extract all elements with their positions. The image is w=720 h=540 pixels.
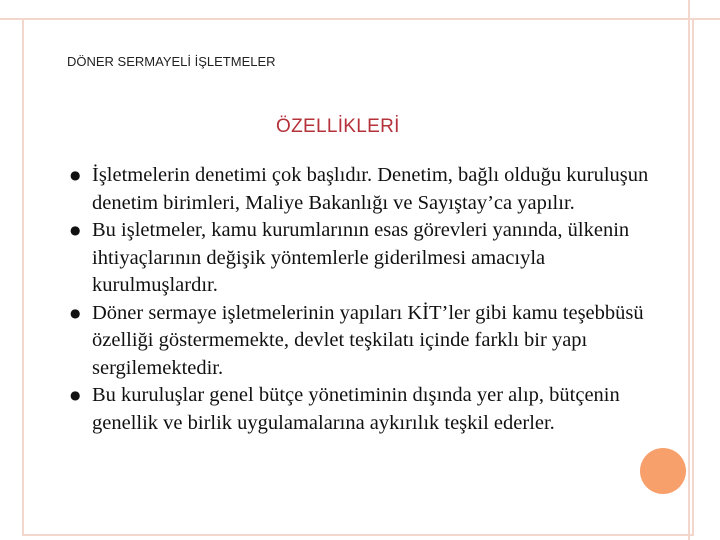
bullet-item bbox=[70, 300, 660, 383]
bullet-text: İşletmelerin denetimi çok başlıdır. Denetim, bağlı olduğu kuruluşun denetim birimleri, Maliye Bakanlığı ve Sayıştay’ca yapılır. bbox=[92, 164, 649, 214]
bullet-text: Döner sermaye işletmelerinin yapıları KİT’ler gibi kamu teşebbüsü özelliği göstermemekte, devlet teşkilatı içinde farklı bir yapı sergilemektedir. bbox=[92, 301, 644, 379]
bullet-dot-icon: ● bbox=[70, 305, 81, 320]
bullet-item bbox=[70, 382, 660, 437]
decorative-circle bbox=[640, 448, 686, 494]
bullet-text: Bu işletmeler, kamu kurumlarının esas görevleri yanında, ülkenin ihtiyaçlarının değişik yöntemlerle giderilmesi amacıyla kurulmuşlardır. bbox=[92, 219, 630, 296]
bullet-dot-icon: ● bbox=[70, 388, 81, 402]
bullet-item bbox=[70, 162, 660, 217]
slide-header: DÖNER SERMAYELİ İŞLETMELER bbox=[67, 54, 276, 69]
bullet-text: Bu kuruluşlar genel bütçe yönetiminin dışında yer alıp, bütçenin genellik ve birlik uygulamalarına aykırılık teşkil ederler. bbox=[92, 384, 620, 434]
bullet-dot-icon: ● bbox=[70, 168, 81, 182]
bullet-item bbox=[70, 217, 660, 300]
bullet-list bbox=[70, 162, 660, 437]
bullet-dot-icon: ● bbox=[70, 223, 81, 237]
slide-title: ÖZELLİKLERİ bbox=[276, 116, 400, 137]
